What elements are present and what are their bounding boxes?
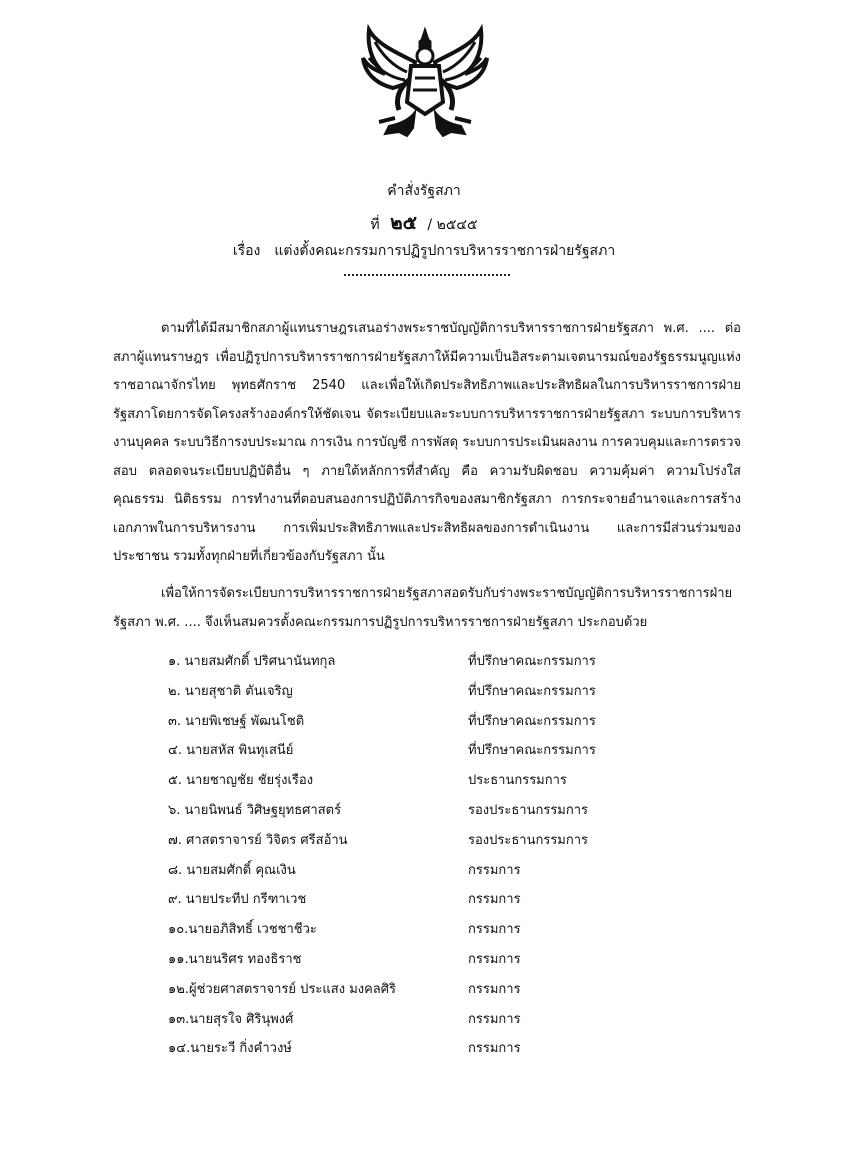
member-row xyxy=(168,1037,648,1067)
document-number xyxy=(0,208,848,238)
member-row xyxy=(168,799,648,829)
member-position: ที่ปรึกษาคณะกรรมการ xyxy=(468,713,596,729)
paragraph-2: เพื่อให้การจัดระเบียบการบริหารราชการฝ่ายรัฐสภาสอดรับกับร่างพระราชบัญญัติการบริหารราชการฝ่ายรัฐสภา พ.ศ. .... จึงเห็นสมควรตั้งคณะกรรมการปฏิรูปการบริหารราชการฝ่ายรัฐสภา ประกอบด้วย xyxy=(113,586,733,630)
member-number: ๔. xyxy=(168,743,182,759)
member-position: ที่ปรึกษาคณะกรรมการ xyxy=(468,683,596,699)
subject-label: เรื่อง xyxy=(232,243,261,259)
member-number: ๑๔. xyxy=(168,1041,191,1057)
order-year: / ๒๕๔๕ xyxy=(427,217,478,233)
member-row xyxy=(168,948,648,978)
garuda-emblem-icon xyxy=(355,22,495,142)
member-name: นายระวี กิ่งคำวงษ์ xyxy=(190,1041,292,1057)
member-position: รองประธานกรรมการ xyxy=(468,832,589,848)
subject-text: แต่งตั้งคณะกรรมการปฏิรูปการบริหารราชการฝ่ายรัฐสภา xyxy=(274,243,616,259)
member-number: ๑๐. xyxy=(168,922,189,938)
member-position: กรรมการ xyxy=(468,922,521,938)
member-name: นายสุรใจ ศิรินุพงศ์ xyxy=(189,1011,294,1027)
member-number: ๑๓. xyxy=(168,1011,190,1027)
member-row xyxy=(168,888,648,918)
member-row xyxy=(168,1008,648,1038)
document-title: คำสั่งรัฐสภา xyxy=(387,183,461,199)
member-name: นายสมศักดิ์ ปริศนานันทกุล xyxy=(184,654,336,669)
member-name: นายประทีป กรีฑาเวช xyxy=(185,892,307,908)
member-number: ๖. xyxy=(168,802,181,818)
member-number: ๑. xyxy=(168,654,181,669)
member-number: ๕. xyxy=(168,773,182,789)
member-row xyxy=(168,829,648,859)
member-position: กรรมการ xyxy=(468,981,521,997)
member-name: ผู้ช่วยศาสตราจารย์ ประแสง มงคลศิริ xyxy=(188,981,397,997)
member-row xyxy=(168,650,648,680)
member-name: นายนริศร ทองธิราช xyxy=(188,951,302,967)
member-row xyxy=(168,859,648,889)
separator-line xyxy=(344,268,510,276)
member-name: นายอภิสิทธิ์ เวชชาชีวะ xyxy=(188,922,317,938)
member-position: รองประธานกรรมการ xyxy=(468,802,589,818)
member-position: ที่ปรึกษาคณะกรรมการ xyxy=(468,654,596,669)
member-name: นายสหัส พินทุเสนีย์ xyxy=(186,743,294,759)
member-name: นายสมศักดิ์ คุณเงิน xyxy=(186,862,296,878)
member-number: ๗. xyxy=(168,832,182,848)
member-number: ๙. xyxy=(168,892,182,908)
member-position: กรรมการ xyxy=(468,1011,521,1027)
member-name: นายสุชาติ ตันเจริญ xyxy=(184,683,293,699)
member-number: ๑๒. xyxy=(168,981,189,997)
member-name: นายชาญชัย ชัยรุ่งเรือง xyxy=(186,773,314,789)
paragraph-1: ตามที่ได้มีสมาชิกสภาผู้แทนราษฎรเสนอร่างพระราชบัญญัติการบริหารราชการฝ่ายรัฐสภา พ.ศ. .... ต่อสภาผู้แทนราษฎร เพื่อปฏิรูปการบริหารราชการฝ่ายรัฐสภาให้มีความเป็นอิสระตามเจตนารมณ์ของรัฐธรรมนูญแห่งราชอาณาจักรไทย พุทธศักราช 2540 และเพื่อให้เกิดประสิทธิภาพและประสิทธิผลในการบริหารราชการฝ่ายรัฐสภาโดยการจัดโครงสร้างองค์กรให้ชัดเจน จัดระเบียบและระบบการบริหารราชการฝ่ายรัฐสภา ระบบการบริหารงานบุคคล ระบบวิธีการงบประมาณ การเงิน การบัญชี การพัสดุ ระบบการประเมินผลงาน การควบคุมและการตรวจสอบ ตลอดจนระเบียบปฏิบัติอื่น ๆ ภายใต้หลักการที่สำคัญ คือ ความรับผิดชอบ ความคุ้มค่า ความโปร่งใส คุณธรรม นิติธรรม การทำงานที่ตอบสนองการปฏิบัติภารกิจของสมาชิกรัฐสภา การกระจายอำนาจและการสร้างเอกภาพในการบริหารงาน การเพิ่มประสิทธิภาพและประสิทธิผลของการดำเนินงาน และการมีส่วนร่วมของประชาชน รวมทั้งทุกฝ่ายที่เกี่ยวข้องกับรัฐสภา นั้น xyxy=(113,321,741,564)
member-row xyxy=(168,769,648,799)
member-list xyxy=(168,650,648,1067)
member-row xyxy=(168,680,648,710)
member-number: ๘. xyxy=(168,862,183,878)
number-prefix: ที่ xyxy=(370,217,380,233)
member-name: นายพิเชษฐ์ พัฒนโชติ xyxy=(185,713,305,729)
member-position: กรรมการ xyxy=(468,862,521,878)
member-number: ๑๑. xyxy=(168,951,189,967)
member-row xyxy=(168,739,648,769)
order-number: ๒๕ xyxy=(390,212,417,234)
member-position: กรรมการ xyxy=(468,951,521,967)
member-position: ประธานกรรมการ xyxy=(468,773,567,789)
member-number: ๒. xyxy=(168,683,181,699)
member-position: กรรมการ xyxy=(468,892,521,908)
member-row xyxy=(168,710,648,740)
member-row xyxy=(168,978,648,1008)
member-position: กรรมการ xyxy=(468,1041,521,1057)
member-position: ที่ปรึกษาคณะกรรมการ xyxy=(468,743,596,759)
member-row xyxy=(168,918,648,948)
member-name: ศาสตราจารย์ วิจิตร ศรีสอ้าน xyxy=(186,832,348,848)
document-subject xyxy=(0,240,848,262)
member-number: ๓. xyxy=(168,713,182,729)
member-name: นายนิพนธ์ วิศิษฐยุทธศาสตร์ xyxy=(184,802,342,818)
